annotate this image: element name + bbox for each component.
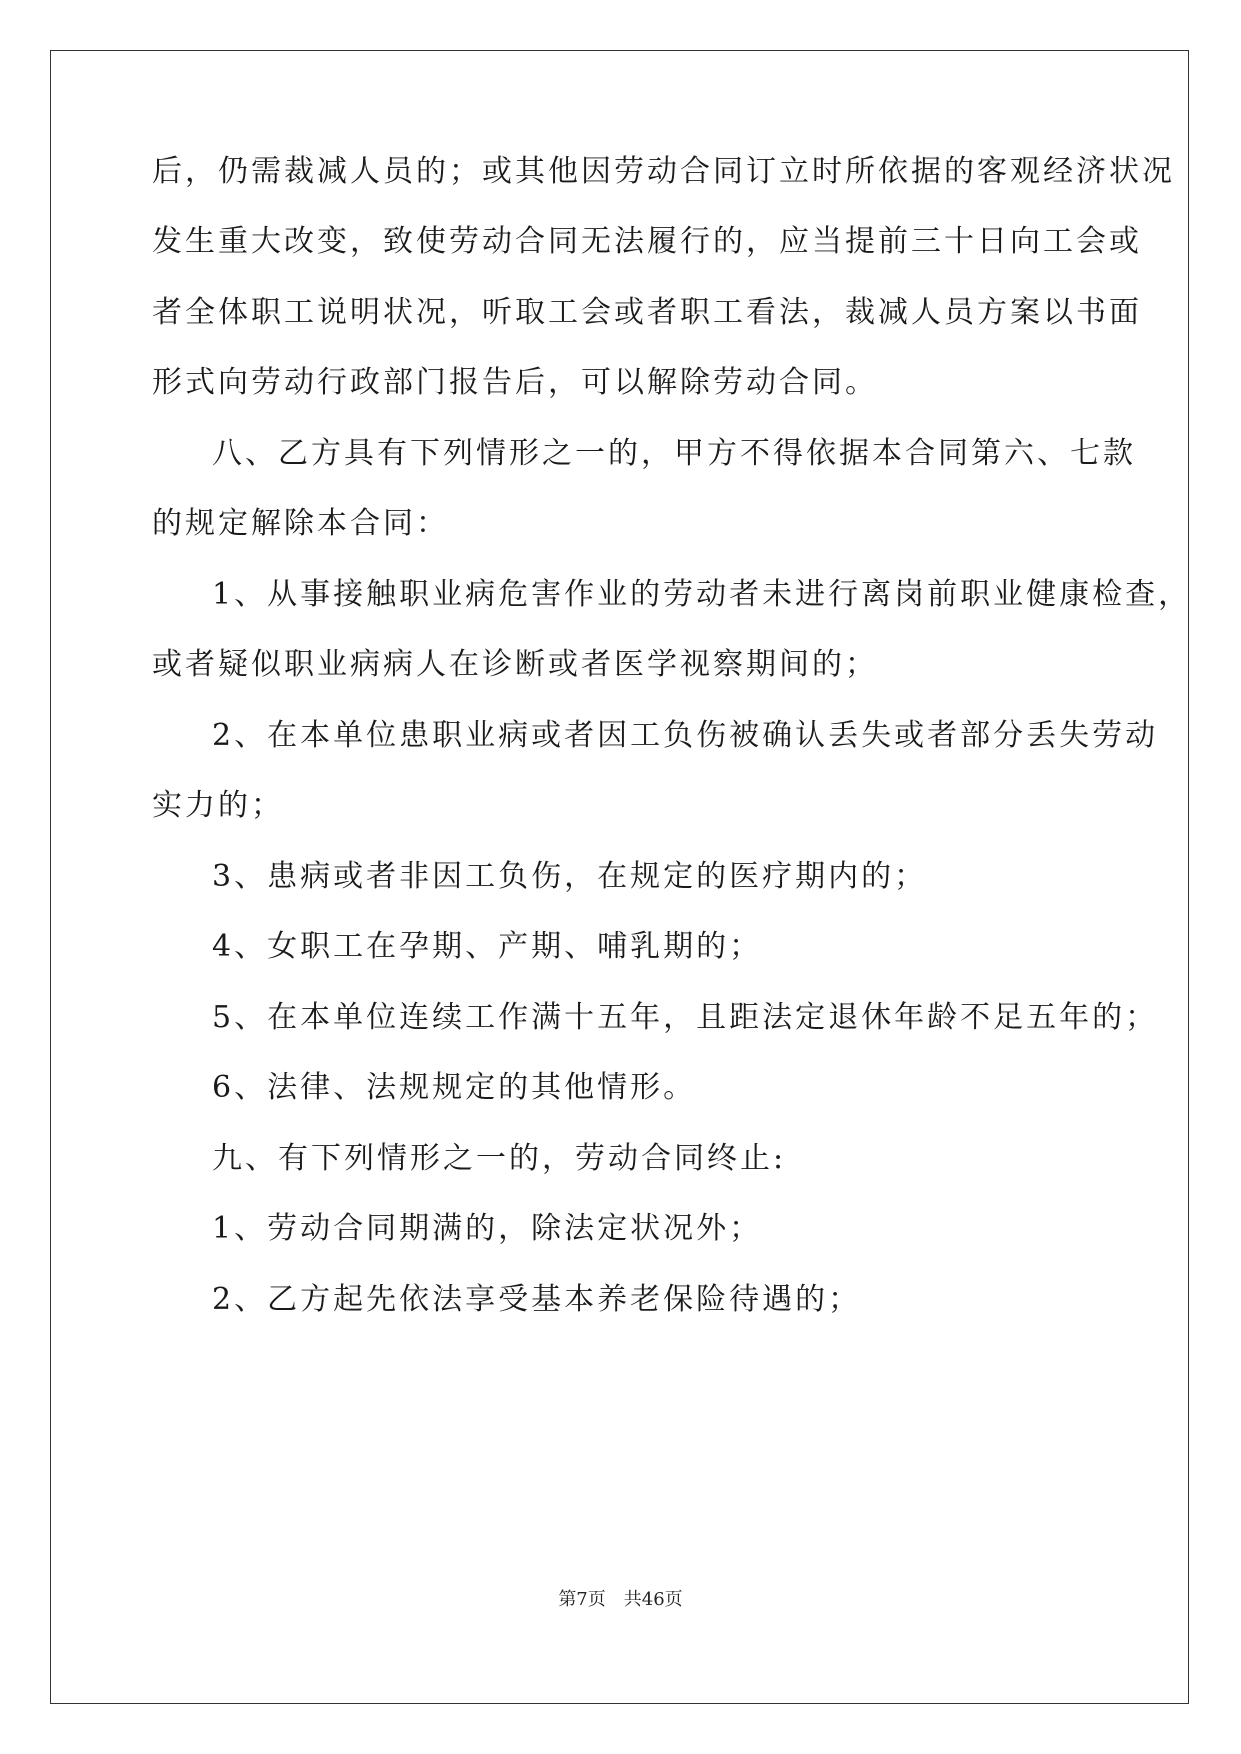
page-footer	[0, 1588, 1241, 1612]
list-item: 4、女职工在孕期、产期、哺乳期的；	[212, 929, 763, 964]
list-item: 6、法律、法规规定的其他情形。	[212, 1070, 697, 1105]
list-item: 2、在本单位患职业病或者因工负伤被确认丢失或者部分丢失劳动	[212, 718, 1159, 753]
text-line: 或者疑似职业病病人在诊断或者医学视察期间的；	[152, 647, 878, 682]
list-item: 1、劳动合同期满的，除法定状况外；	[212, 1211, 763, 1246]
text-line: 者全体职工说明状况，听取工会或者职工看法，裁减人员方案以书面	[152, 295, 1142, 330]
text-line: 的规定解除本合同：	[152, 506, 449, 541]
page-total: 共46页	[623, 1589, 683, 1610]
text-line: 实力的；	[152, 788, 284, 823]
section-heading: 八、乙方具有下列情形之一的，甲方不得依据本合同第六、七款	[212, 436, 1136, 471]
text-line: 发生重大改变，致使劳动合同无法履行的，应当提前三十日向工会或	[152, 224, 1142, 259]
list-item: 1、从事接触职业病危害作业的劳动者未进行离岗前职业健康检查，	[212, 577, 1192, 612]
list-item: 2、乙方起先依法享受基本养老保险待遇的；	[212, 1282, 862, 1317]
page-number: 第7页	[558, 1589, 606, 1610]
list-item: 5、在本单位连续工作满十五年，且距法定退休年龄不足五年的；	[212, 1000, 1159, 1035]
list-item: 3、患病或者非因工负伤，在规定的医疗期内的；	[212, 859, 928, 894]
text-line: 形式向劳动行政部门报告后，可以解除劳动合同。	[152, 365, 878, 400]
text-line: 后，仍需裁减人员的；或其他因劳动合同订立时所依据的客观经济状况	[152, 154, 1175, 189]
section-heading: 九、有下列情形之一的，劳动合同终止:	[212, 1141, 787, 1176]
